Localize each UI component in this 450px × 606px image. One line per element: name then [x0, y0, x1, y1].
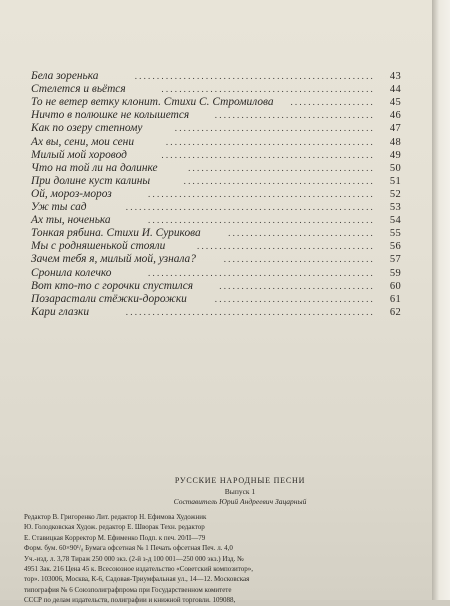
toc-entry-title: Уж ты сад: [31, 201, 87, 213]
toc-entry: [31, 201, 401, 214]
toc-entry: [31, 83, 401, 96]
toc-entry-title: Ой, мороз-мороз: [31, 187, 112, 200]
dot-leader: .............................................: [174, 123, 375, 134]
colophon-issue: Выпуск 1: [224, 487, 256, 496]
dot-leader: ......................................................: [134, 71, 375, 81]
toc-entry-title: При долине куст калины: [31, 174, 151, 187]
imprint-line: Ю. Голодковская Худож. редактор Е. Шворак Техн. редактор: [24, 523, 205, 532]
next-page-edge: [432, 0, 450, 600]
imprint-line: тор». 103006, Москва, К-6, Садовая-Триумфальная ул., 14—12. Московская: [24, 575, 250, 584]
toc-entry: [31, 267, 401, 280]
dot-leader: ...................................: [219, 280, 375, 291]
dot-leader: ........................................................: [125, 306, 375, 317]
colophon-book-title: РУССКИЕ НАРОДНЫЕ ПЕСНИ: [174, 476, 306, 485]
imprint-line: СССР по делам издательств, полиграфии и книжной торговли. 109088,: [24, 596, 236, 605]
toc-entry: [31, 306, 401, 319]
toc-entry: [31, 109, 401, 122]
toc-entry: [31, 175, 401, 188]
dot-leader: ...................................................: [148, 188, 375, 199]
dot-leader: ...................................................: [148, 215, 375, 226]
imprint-line: Е. Ставицкая Корректор М. Ефименко Подп. к печ. 20/II—79: [24, 533, 206, 542]
toc-entry: [31, 280, 401, 293]
toc-entry-title: Ах ты, ноченька: [31, 214, 111, 227]
dot-leader: ....................................: [214, 110, 375, 121]
toc-entry-page: 52: [389, 188, 401, 200]
toc-entry-page: 47: [389, 123, 401, 135]
toc-entry-title: Стелется и вьётся: [31, 83, 126, 96]
toc-entry-page: 44: [389, 84, 401, 96]
toc-entry-title: Сронила колечко: [31, 266, 112, 279]
toc-entry-title: То не ветер ветку клонит. Стихи С. Стромилова: [31, 96, 274, 109]
dot-leader: ...................: [290, 97, 375, 108]
dot-leader: ..........................................: [188, 162, 375, 173]
toc-entry-title: Тонкая рябина. Стихи И. Сурикова: [31, 227, 201, 240]
toc-entry-title: Кари глазки: [31, 305, 90, 318]
toc-entry: [31, 253, 401, 266]
dot-leader: ....................................: [214, 293, 375, 304]
imprint-line: 4951 Зак. 216 Цена 45 к. Всесоюзное издательство «Советский композитор»,: [24, 565, 254, 574]
toc-entry: [31, 240, 401, 253]
toc-entry-title: Позарастали стёжки-дорожки: [31, 292, 187, 305]
toc-entry-title: Ах вы, сени, мои сени: [31, 135, 135, 148]
toc-entry-page: 50: [389, 162, 401, 174]
colophon-compiler: Составитель Юрий Андреевич Зацарный: [173, 497, 307, 506]
toc-entry-title: Бела зоренька: [31, 70, 99, 82]
toc-entry-page: 46: [389, 110, 401, 122]
toc-entry-title: Мы с родняшенькой стояли: [31, 240, 166, 253]
dot-leader: ........................................................: [125, 202, 375, 212]
toc-entry: [31, 162, 401, 175]
toc-entry-title: Зачем тебя я, милый мой, узнала?: [31, 253, 196, 266]
toc-entry: [31, 227, 401, 240]
dot-leader: ........................................: [197, 241, 375, 252]
toc-entry: [31, 122, 401, 135]
colophon: [24, 476, 420, 606]
toc-entry-page: 56: [389, 241, 401, 253]
toc-entry: [31, 96, 401, 109]
toc-entry-page: 59: [389, 267, 401, 279]
toc-entry-title: Вот кто-то с горочки спустился: [31, 279, 194, 292]
dot-leader: ...............................................: [165, 136, 375, 147]
imprint-line: Форм. бум. 60×90¹/₈ Бумага офсетная № 1 Печать офсетная Печ. л. 4,0: [24, 544, 233, 553]
toc-entry-title: Как по озеру степному: [31, 122, 143, 135]
toc-entry-title: Ничто в полюшке не колышется: [31, 109, 190, 122]
imprint-line: Редактор В. Григоренко Лит. редактор Н. Ефимова Художник: [24, 513, 207, 521]
toc-entry-page: 48: [389, 136, 401, 148]
toc-entry: [31, 136, 401, 149]
toc-entry-page: 49: [389, 149, 401, 161]
dot-leader: ................................................: [161, 149, 375, 160]
dot-leader: .................................: [228, 228, 375, 239]
toc-entry-page: 43: [389, 71, 401, 82]
toc-entry: [31, 214, 401, 227]
imprint-line: Уч.-изд. л. 3,78 Тираж 250 000 экз. (2-й з-д 100 001—250 000 экз.) Изд. №: [24, 554, 244, 563]
toc-entry-page: 55: [389, 228, 401, 240]
dot-leader: ...........................................: [183, 175, 375, 186]
toc-entry-page: 57: [389, 254, 401, 266]
dot-leader: ..................................: [223, 254, 375, 265]
toc-entry: [31, 70, 401, 83]
toc-entry-page: 54: [389, 215, 401, 227]
colophon-imprint: [24, 512, 420, 606]
dot-leader: ...................................................: [148, 267, 375, 278]
toc-entry-page: 60: [389, 280, 401, 292]
toc-entry-page: 62: [389, 306, 401, 318]
toc-entry-page: 53: [389, 202, 401, 213]
toc-entry-title: Милый мой хоровод: [31, 148, 127, 161]
toc-entry-page: 51: [389, 175, 401, 187]
imprint-line: типография № 6 Союзполиграфпрома при Государственном комитете: [24, 585, 232, 594]
toc-entry: [31, 293, 401, 306]
dot-leader: ................................................: [161, 84, 375, 95]
toc-entry: [31, 149, 401, 162]
toc-entry: [31, 188, 401, 201]
toc-entry-page: 61: [389, 293, 401, 305]
toc-entry-title: Что на той ли на долинке: [31, 161, 158, 174]
toc-entry-page: 45: [389, 97, 401, 109]
